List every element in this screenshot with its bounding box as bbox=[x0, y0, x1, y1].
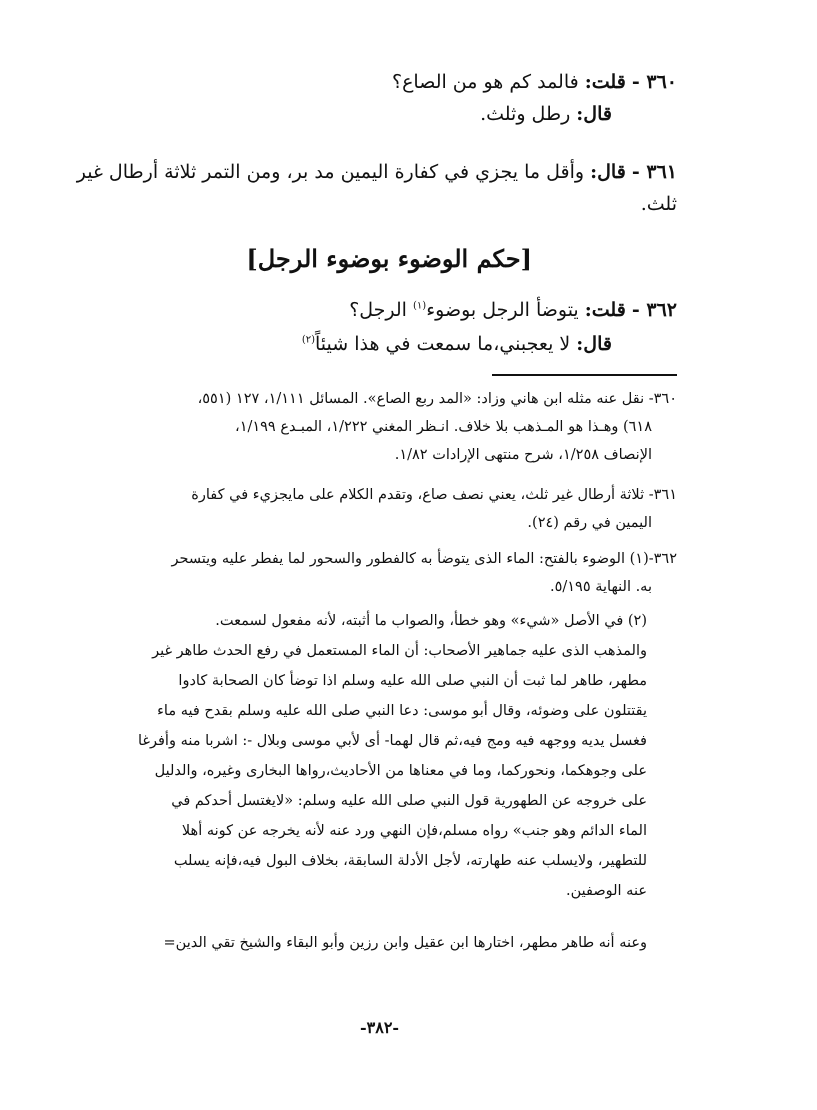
footnote-362-1-line1: ٣٦٢-(١) الوضوء بالفتح: الماء الذى يتوضأ به كالفطور والسحور لما يفطر عليه ويتسحر bbox=[171, 551, 677, 567]
footnote-362-2-line11: وعنه أنه طاهر مطهر، اختارها ابن عقيل وابن رزين وأبو البقاء والشيخ تقي الدين= bbox=[163, 935, 647, 951]
footnote-362-2-line2: والمذهب الذى عليه جماهير الأصحاب: أن الماء المستعمل في رفع الحدث طاهر غير bbox=[152, 643, 647, 659]
footnote-ref: (١) bbox=[413, 300, 427, 312]
answer-label: قال: bbox=[590, 161, 626, 183]
item-number: ٣٦٠ - bbox=[631, 71, 677, 93]
section-heading: [حكم الوضوء بوضوء الرجل] bbox=[246, 244, 532, 273]
question-label: قلت: bbox=[584, 299, 626, 321]
footnote-361-line1: ٣٦١- ثلاثة أرطال غير ثلث، يعني نصف صاع، وتقدم الكلام على مايجزيء في كفارة bbox=[191, 487, 677, 503]
footnote-362-1-line2: به. النهاية ٥/١٩٥. bbox=[549, 579, 652, 595]
statement-361-line1 bbox=[77, 160, 677, 186]
footnote-362-2-line3: مطهر، طاهر لما ثبت أن النبي صلى الله عليه وسلم اذا توضأ كان الصحابة كادوا bbox=[178, 673, 647, 689]
item-number: ٣٦١ - bbox=[631, 161, 677, 183]
question-text: الرجل؟ bbox=[349, 299, 407, 321]
question-label: قلت: bbox=[584, 71, 626, 93]
answer-text: رطل وثلث. bbox=[480, 103, 571, 125]
footnote-362-2-line7: على خروجه عن الطهورية قول النبي صلى الله عليه وسلم: «لايغتسل أحدكم في bbox=[171, 793, 647, 809]
footnote-360-line1: ٣٦٠- نقل عنه مثله ابن هاني وزاد: «المد ربع الصاع». المسائل ١/١١١، ١٢٧ (٥٥١، bbox=[197, 391, 677, 407]
footnote-360-line2: ٦١٨) وهـذا هو المـذهب بلا خلاف. انـظر المغني ١/٢٢٢، المبـدع ١/١٩٩، bbox=[235, 419, 652, 435]
answer-text: لا يعجبني،ما سمعت في هذا شيئاً bbox=[315, 333, 571, 355]
footnote-360-line3: الإنصاف ١/٢٥٨، شرح منتهى الإرادات ١/٨٢. bbox=[394, 447, 652, 463]
footnote-ref: (٢) bbox=[301, 334, 315, 346]
footnote-separator bbox=[492, 374, 677, 376]
answer-362 bbox=[302, 332, 612, 358]
answer-360 bbox=[480, 102, 612, 128]
footnote-362-2-line9: للتطهير، ولايسلب عنه طهارته، لأجل الأدلة السابقة، بخلاف البول فيه،فإنه يسلب bbox=[173, 853, 647, 869]
statement-text: ثلث. bbox=[640, 193, 677, 215]
question-text: يتوضأ الرجل بوضوء bbox=[426, 299, 579, 321]
item-number: ٣٦٢ - bbox=[631, 299, 677, 321]
footnote-362-2-line8: الماء الدائم وهو جنب» رواه مسلم،فإن النهي ورد عنه لأنه يخرجه عن كونه أهلا bbox=[181, 823, 647, 839]
answer-label: قال: bbox=[576, 103, 612, 125]
answer-label: قال: bbox=[576, 333, 612, 355]
statement-361-line2 bbox=[641, 192, 677, 218]
page-number: -٣٨٢- bbox=[360, 1018, 400, 1037]
footnote-362-2-line4: يقتتلون على وضوئه، وقال أبو موسى: دعا النبي صلى الله عليه وسلم بقدح فيه ماء bbox=[157, 703, 647, 719]
question-360 bbox=[392, 70, 677, 96]
footnote-362-2-line10: عنه الوصفين. bbox=[565, 883, 647, 899]
footnote-362-2-line6: على وجوهكما، ونحوركما، وما في معناها من الأحاديث،رواها البخارى وغيره، والدليل bbox=[154, 763, 647, 779]
statement-text: وأقل ما يجزي في كفارة اليمين مد بر، ومن التمر ثلاثة أرطال غير bbox=[76, 161, 585, 183]
question-text: فالمد كم هو من الصاع؟ bbox=[392, 71, 579, 93]
footnote-362-2-line5: فغسل يديه ووجهه فيه ومج فيه،ثم قال لهما- أى لأبي موسى وبلال -: اشربا منه وأفرغا bbox=[138, 733, 647, 749]
footnote-362-2-line1: (٢) في الأصل «شيء» وهو خطأ، والصواب ما أثبته، لأنه مفعول لسمعت. bbox=[215, 613, 647, 629]
footnote-361-line2: اليمين في رقم (٢٤). bbox=[527, 515, 652, 531]
question-362 bbox=[349, 298, 677, 324]
